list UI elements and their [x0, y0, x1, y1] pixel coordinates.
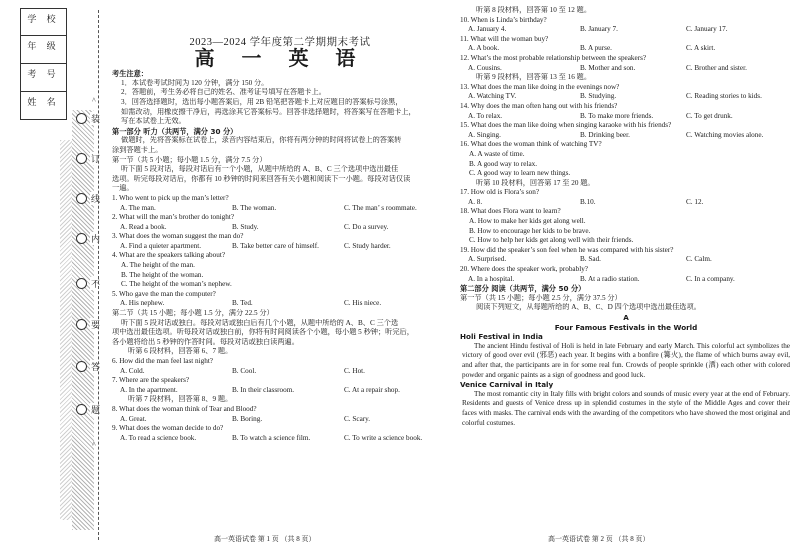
option-a: A. January 4.	[468, 25, 507, 34]
option-b: B. Ted.	[232, 299, 253, 308]
option-a: A. His nephew.	[120, 299, 165, 308]
option-a: A. How to make her kids get along well.	[469, 217, 586, 226]
material-note: 听第 8 段材料，回答第 10 至 12 题。	[476, 6, 592, 14]
circle-icon	[76, 233, 87, 244]
option-b: B. To watch a science film.	[232, 433, 311, 442]
material-note: 听第 10 段材料，回答第 17 至 20 题。	[476, 178, 595, 187]
question: 1. Who went to pick up the man’s letter? A. The man. B. The woman. C. The man’ s roommate.	[112, 193, 417, 212]
option-c: C. In a company.	[686, 274, 735, 283]
section2-heading: 第二节（共 15 小题；每小题 1.5 分，满分 22.5 分）	[112, 309, 274, 318]
subsection-title: Holi Festival in India	[460, 332, 543, 342]
question: 20. Where does the speaker work, probably? A. In a hospital. B. At a radio station. C. In a company.	[460, 265, 735, 283]
option-c: C. Reading stories to kids.	[686, 92, 762, 101]
exam-title: 2023—2024 学年度第二学期期末考试	[189, 37, 371, 48]
option-a: A. A waste of time.	[469, 149, 525, 158]
option-c: C. Brother and sister.	[686, 63, 747, 72]
option-b: B. Studying.	[580, 92, 617, 101]
question: 19. How did the speaker’s son feel when he was compared with his sister? A. Surprised. B. Sad. C. Calm.	[460, 245, 712, 264]
part2-section1-heading: 第一节（共 15 小题；每小题 2.5 分，满分 37.5 分）	[460, 293, 622, 302]
option-b: B. Mother and son.	[580, 63, 636, 72]
caret-mark: ^	[92, 96, 96, 105]
question: 18. What does Flora want to learn? A. How to make her kids get along well. B. How to encourage her kids to be brave. C. How to help her kids get along well with their friends.	[460, 207, 792, 245]
question: 17. How old is Flora’s son? A. 8. B.10. C. 12.	[460, 188, 704, 206]
section1-intro: 一遍。	[112, 184, 134, 193]
passage-letter: A	[623, 313, 629, 322]
option-b: B.10.	[580, 197, 596, 206]
option-a: A. Singing.	[468, 130, 501, 139]
part2-heading: 第二部分 阅读（共两节，满分 50 分）	[460, 284, 586, 294]
option-b: B. Cool.	[232, 366, 257, 375]
part1-heading: 第一部分 听力（共两节，满分 30 分）	[112, 126, 238, 136]
question: 6. How did the man feel last night? A. Cold. B. Cool. C. Hot.	[112, 357, 365, 375]
option-a: A. To relax.	[468, 111, 503, 120]
option-a: A. In the apartment.	[120, 385, 178, 394]
question: 3. What does the woman suggest the man do? A. Find a quieter apartment. B. Take better care of himself. C. Study harder.	[112, 232, 391, 250]
section1-intro: 听下面 5 段对话，每段对话后有一个小题，从题中所给的 A、B、C 三个选项中选出最佳	[121, 165, 399, 174]
binding-mark: 内	[76, 232, 101, 245]
question: 5. Who gave the man the computer? A. His nephew. B. Ted. C. His niece.	[112, 289, 382, 308]
option-c: C. Study harder.	[344, 241, 391, 250]
material-note: 听第 7 段材料，回答第 8、9 题。	[128, 395, 233, 404]
option-c: C. Do a survey.	[344, 222, 389, 231]
notice-item: 写在本试卷上无效。	[121, 117, 186, 126]
question: 12. What’s the most probable relationship between the speakers? A. Cousins. B. Mother and son. C. Brother and sister.	[460, 53, 747, 72]
question: 9. What does the woman decide to do? A. To read a science book. B. To watch a science film. C. To write a science book.	[112, 424, 423, 442]
question: 13. What does the man like doing in the evenings now? A. Watching TV. B. Studying. C. Reading stories to kids.	[460, 82, 762, 101]
option-c: C. To get drunk.	[686, 111, 733, 120]
option-b: B. A good way to relax.	[469, 159, 538, 168]
binding-mark: 线	[76, 192, 101, 205]
option-c: C. Calm.	[686, 255, 712, 264]
option-b: B. At a radio station.	[580, 274, 640, 283]
option-c: C. His niece.	[344, 299, 382, 308]
option-c: C. The man’ s roommate.	[344, 203, 417, 212]
option-c: C. Hot.	[344, 366, 365, 375]
material-note: 听第 6 段材料，回答第 6、7 题。	[128, 347, 233, 356]
binding-mark: 不	[76, 277, 101, 290]
binding-mark: 装	[76, 112, 101, 125]
question: 4. What are the speakers talking about? A. The height of the man. B. The height of the woman. C. The height of the woman’s nephew.	[112, 251, 448, 289]
option-c: C. Watching movies alone.	[686, 130, 764, 139]
option-c: C. A skirt.	[686, 44, 716, 53]
circle-icon	[76, 404, 87, 415]
option-c: C. The height of the woman’s nephew.	[121, 280, 232, 289]
binding-mark: 题	[76, 403, 101, 416]
part2-section1-intro: 阅读下列短文，从每题所给的 A、B、C、D 四个选项中选出最佳选项。	[476, 303, 701, 312]
option-b: B. How to encourage her kids to be brave.	[469, 226, 591, 235]
section2-intro: 项中选出最佳选项。听每段对话或独白前，你将有时间阅读各个小题，每小题 5 秒钟；听完后，	[112, 328, 414, 337]
question: 2. What will the man’s brother do tonight? A. Read a book. B. Study. C. Do a survey.	[112, 213, 389, 231]
circle-icon	[76, 153, 87, 164]
student-info-table	[20, 8, 67, 120]
subsection-title: Venice Carnival in Italy	[460, 380, 554, 390]
binding-mark: 要	[76, 318, 101, 331]
option-b: B. The woman.	[232, 203, 277, 212]
question: 8. What does the woman think of Tear and Blood? A. Great. B. Boring. C. Scary.	[112, 404, 371, 423]
section2-intro: 听下面 5 段对话或独白。每段对话或独白后有几个小题，从题中所给的 A、B、C 三个选	[121, 318, 399, 327]
option-c: C. Scary.	[344, 414, 371, 423]
option-b: B. Take better care of himself.	[232, 241, 319, 250]
option-a: A. In a hospital.	[468, 274, 515, 283]
option-a: A. A book.	[468, 44, 500, 53]
page-footer-left: 高一英语试卷 第 1 页 （共 8 页）	[214, 535, 316, 543]
notice-item: 2．答题前，考生务必将自己的姓名、准考证号填写在答题卡上。	[121, 88, 326, 97]
option-b: B. January 7.	[580, 25, 618, 34]
column-right	[460, 0, 792, 428]
option-b: B. Study.	[232, 222, 259, 231]
circle-icon	[76, 278, 87, 289]
part1-intro: 做题时，先将答案标在试卷上，录音内容结束后，你将有两分钟的时间将试卷上的答案转	[121, 136, 402, 145]
option-c: C. How to help her kids get along well with their friends.	[469, 236, 634, 245]
binding-strip	[0, 0, 101, 554]
field-name: 姓 名	[21, 92, 67, 120]
caret-mark: ^	[92, 440, 96, 449]
notice-item: 3．回答选择题时，选出每小题答案后，用 2B 铅笔把答题卡上对应题目的答案标号涂黑，	[121, 97, 403, 106]
option-a: A. Cold.	[120, 366, 145, 375]
option-c: C. January 17.	[686, 25, 728, 34]
option-b: B. To make more friends.	[580, 111, 654, 120]
notice-heading: 考生注意：	[112, 69, 148, 79]
material-note: 听第 9 段材料，回答第 13 至 16 题。	[476, 73, 592, 82]
option-a: A. 8.	[468, 197, 483, 206]
option-b: B. A purse.	[580, 44, 612, 53]
notice-item: 1．本试卷考试时间为 120 分钟，满分 150 分。	[121, 78, 269, 87]
notice-item: 如需改动，用橡皮擦干净后，再选涂其它答案标号。回答非选择题时，将答案写在答题卡上，	[121, 107, 416, 116]
circle-icon	[76, 361, 87, 372]
option-a: A. Find a quieter apartment.	[120, 241, 202, 250]
option-b: B. Boring.	[232, 414, 263, 423]
circle-icon	[76, 193, 87, 204]
binding-mark: 订	[76, 152, 101, 165]
option-a: A. Surprised.	[468, 255, 507, 264]
passage-paragraph: The most romantic city in Italy fills with bright colors and sounds of music every year at the end of February. Residents and guests of Venice dress up in splendid costumes in the style of the Middle Ages and cover their faces with masks. The carnival ends with the awarding of the competitors who have showed the most original and colorful costumes.	[462, 389, 790, 427]
section1-intro: 选项。听完每段对话后，你都有 10 秒钟的时间来回答有关小题和阅读下一小题。每段对话仅读	[112, 174, 411, 183]
circle-icon	[76, 319, 87, 330]
option-b: B. Drinking beer.	[580, 130, 630, 139]
question: 16. What does the woman think of watching TV? A. A waste of time. B. A good way to relax. C. A good way to learn new things.	[460, 140, 792, 178]
part1-intro: 涂到答题卡上。	[112, 145, 163, 154]
option-b: B. In their classroom.	[232, 385, 295, 394]
option-a: A. To read a science book.	[120, 433, 197, 442]
option-c: C. At a repair shop.	[344, 385, 400, 394]
option-a: A. The height of the man.	[121, 261, 195, 270]
field-school: 学 校	[21, 8, 67, 36]
option-a: A. Great.	[120, 414, 147, 423]
page-footer-right: 高一英语试卷 第 2 页 （共 8 页）	[548, 535, 650, 543]
question: 14. Why does the man often hang out with his friends? A. To relax. B. To make more friends. C. To get drunk.	[460, 101, 733, 120]
field-exam-number: 考 号	[21, 64, 67, 92]
option-c: C. To write a science book.	[344, 433, 423, 442]
question: 15. What does the man like doing when singing karaoke with his friends? A. Singing. B. Drinking beer. C. Watching movies alone.	[460, 121, 764, 139]
option-c: C. 12.	[686, 197, 704, 206]
passage-paragraph: The ancient Hindu festival of Holi is held in late February and early March. This colorful act symbolizes the victory of good over evil (邪恶) each year. It begins with a bonfire (篝火), the flame of which burns away evil, and after that, the participants are in for some real fun. Crowds of people sprinkle (洒) each other with colored powder and organic paints as a sign of goodness and good luck.	[462, 341, 790, 379]
subject-title: 高 一 英 语	[194, 45, 366, 70]
section1-heading: 第一节（共 5 小题；每小题 1.5 分，满分 7.5 分）	[112, 155, 267, 164]
option-c: C. A good way to learn new things.	[469, 169, 571, 178]
option-b: B. The height of the woman.	[121, 270, 204, 279]
option-a: A. Read a book.	[120, 222, 167, 231]
passage-title: Four Famous Festivals in the World	[554, 322, 698, 332]
section2-intro: 各小题将给出 5 秒钟的作答时间。每段对话或独白读两遍。	[112, 337, 299, 346]
circle-icon	[76, 113, 87, 124]
binding-hatch-inner	[60, 140, 72, 520]
question: 7. Where are the speakers? A. In the apartment. B. In their classroom. C. At a repair shop.	[112, 376, 400, 394]
binding-mark: 答	[76, 360, 101, 373]
column-left	[112, 0, 448, 443]
option-a: A. The man.	[120, 203, 156, 212]
question: 11. What will the woman buy? A. A book. B. A purse. C. A skirt.	[460, 34, 716, 53]
field-grade: 年 级	[21, 36, 67, 64]
option-a: A. Cousins.	[468, 63, 502, 72]
option-b: B. Sad.	[580, 255, 601, 264]
question: 10. When is Linda’s birthday? A. January 4. B. January 7. C. January 17.	[460, 15, 728, 34]
option-a: A. Watching TV.	[468, 92, 517, 101]
binding-cut-line	[98, 10, 99, 540]
